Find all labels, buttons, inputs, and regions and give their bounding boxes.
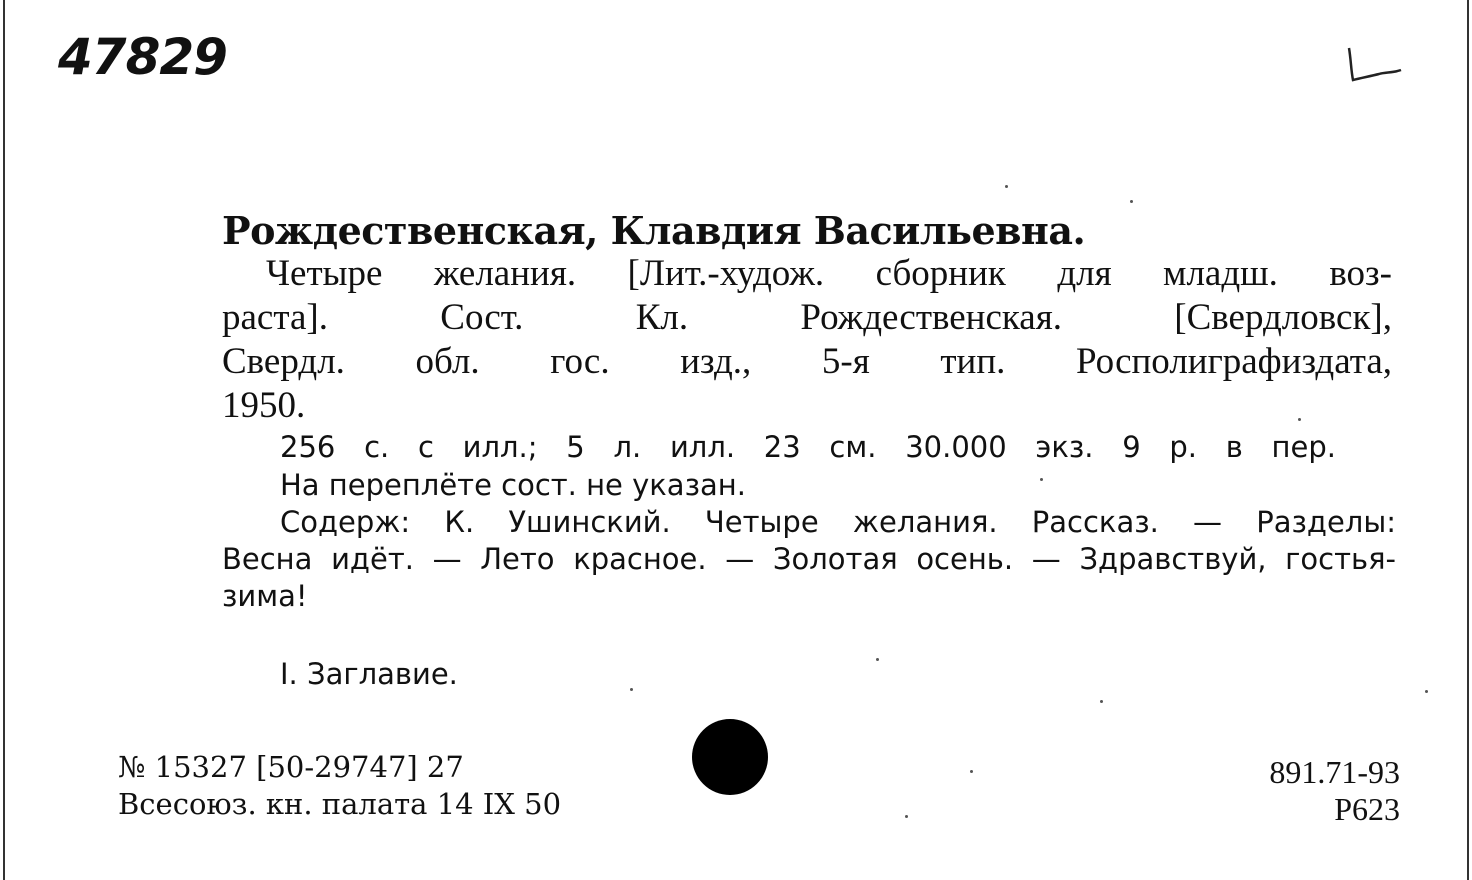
dust-speck: [1005, 185, 1008, 188]
contents-line-2: Весна идёт. — Лето красное. — Золотая осень. — Здравствуй, гостья-: [222, 542, 1396, 576]
card-punch-hole: [692, 719, 768, 795]
chamber-line: Всесоюз. кн. палата 14 IX 50: [118, 787, 562, 821]
collation-line: 256 с. с илл.; 5 л. илл. 23 см. 30.000 экз. 9 р. в пер.: [280, 430, 1336, 464]
dust-speck: [630, 688, 633, 691]
handwritten-corner-mark: [1345, 46, 1405, 86]
dust-speck: [876, 658, 879, 661]
dust-speck: [970, 770, 973, 773]
dust-speck: [905, 815, 908, 818]
author-heading: Рождественская, Клавдия Васильевна.: [222, 208, 1086, 253]
year-line: 1950.: [222, 385, 306, 426]
subject-entry: I. Заглавие.: [280, 657, 458, 691]
dust-speck: [1298, 418, 1301, 421]
handwritten-accession-number: 47829: [58, 28, 227, 86]
dust-speck: [1100, 700, 1103, 703]
title-line-2: раста]. Сост. Кл. Рождественская. [Свердловск],: [222, 297, 1392, 338]
contents-line-3: зима!: [222, 579, 308, 613]
title-line-1: Четыре желания. [Лит.-худож. сборник для младш. воз-: [266, 253, 1392, 294]
card-right-edge: [1467, 0, 1469, 880]
classification-number: 891.71-93: [1269, 754, 1400, 790]
imprint-line: Свердл. обл. гос. изд., 5-я тип. Росполиграфиздата,: [222, 341, 1392, 382]
dust-speck: [1040, 478, 1043, 481]
card-number-line: № 15327 [50-29747] 27: [118, 750, 464, 784]
dust-speck: [1130, 200, 1133, 203]
author-mark: Р623: [1334, 791, 1400, 827]
dust-speck: [1425, 690, 1428, 693]
note-line: На переплёте сост. не указан.: [280, 468, 746, 502]
contents-line-1: Содерж: К. Ушинский. Четыре желания. Рассказ. — Разделы:: [280, 505, 1396, 539]
card-left-edge: [3, 0, 5, 880]
